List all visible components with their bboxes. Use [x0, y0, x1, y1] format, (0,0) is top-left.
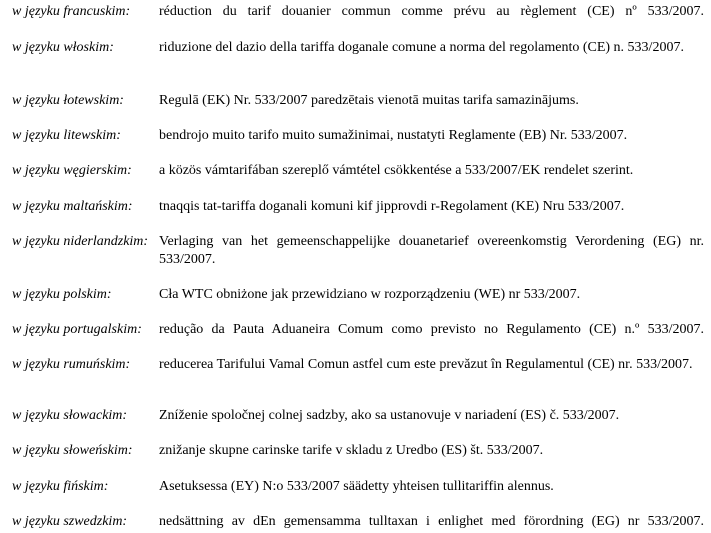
language-label: w języku szwedzkim:	[12, 514, 128, 529]
language-label: w języku polskim:	[12, 287, 112, 302]
language-label: w języku słowackim:	[12, 408, 128, 423]
entry-text: redução da Pauta Aduaneira Comum como previsto no Regulamento (CE) n.º 533/2007.	[159, 322, 704, 337]
entry-text: Regulā (EK) Nr. 533/2007 paredzētais vienotā muitas tarifa samazinājums.	[159, 93, 579, 108]
entry-text: nedsättning av dEn gemensamma tulltaxan i enlighet med förordning (EG) nr 533/2007.	[159, 514, 704, 529]
language-label: w języku niderlandzkim:	[12, 234, 149, 249]
entry-text: riduzione del dazio della tariffa doganale comune a norma del regolamento (CE) n. 533/2007.	[159, 40, 684, 55]
language-label: w języku łotewskim:	[12, 93, 124, 108]
entry-text: réduction du tarif douanier commun comme prévu au règlement (CE) nº 533/2007.	[159, 4, 704, 19]
language-label: w języku maltańskim:	[12, 199, 133, 214]
entry-text: a közös vámtarifában szereplő vámtétel csökkentése a 533/2007/EK rendelet szerint.	[159, 163, 634, 178]
entry-text: Zníženie spoločnej colnej sadzby, ako sa ustanovuje v nariadení (ES) č. 533/2007.	[159, 408, 620, 423]
entry-text: reducerea Tarifului Vamal Comun astfel cum este prevăzut în Regulamentul (CE) nr. 533/2007.	[159, 357, 693, 372]
language-label: w języku litewskim:	[12, 128, 121, 143]
language-label: w języku słoweńskim:	[12, 443, 133, 458]
language-label: w języku fińskim:	[12, 479, 109, 494]
language-label: w języku francuskim:	[12, 4, 131, 19]
language-label: w języku włoskim:	[12, 40, 114, 55]
entry-text: Asetuksessa (EY) N:o 533/2007 säädetty yhteisen tullitariffin alennus.	[159, 479, 554, 494]
entry-text: Cła WTC obniżone jak przewidziano w rozporządzeniu (WE) nr 533/2007.	[159, 287, 581, 302]
entry-text: Verlaging van het gemeenschappelijke douanetarief overeenkomstig Verordening (EG) nr. 533/2007.	[159, 234, 704, 267]
language-label: w języku portugalskim:	[12, 322, 142, 337]
language-label: w języku rumuńskim:	[12, 357, 131, 372]
entry-text: znižanje skupne carinske tarife v skladu z Uredbo (ES) št. 533/2007.	[159, 443, 544, 458]
language-label: w języku węgierskim:	[12, 163, 132, 178]
entry-text: tnaqqis tat-tariffa doganali komuni kif jipprovdi r-Regolament (KE) Nru 533/2007.	[159, 199, 625, 214]
entry-text: bendrojo muito tarifo muito sumažinimai, nustatyti Reglamente (EB) Nr. 533/2007.	[159, 128, 628, 143]
